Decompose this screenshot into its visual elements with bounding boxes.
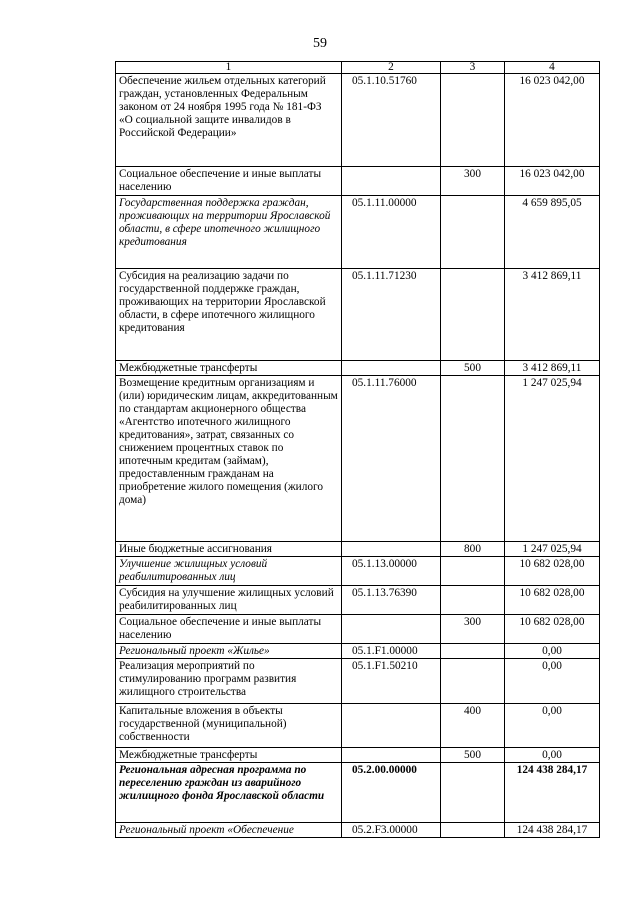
table-row [116, 557, 600, 586]
row-name-cell: Региональный проект «Жилье» [116, 644, 342, 659]
row-name-cell: Межбюджетные трансферты [116, 748, 342, 763]
row-type-cell: 800 [441, 542, 505, 557]
row-type-cell [441, 586, 505, 615]
row-name-cell: Субсидия на реализацию задачи по государственной поддержке граждан, проживающих на территории Ярославской области, в сфере ипотечного жилищного кредитования [116, 269, 342, 361]
row-amount-cell: 1 247 025,94 [505, 376, 600, 542]
page-number: 59 [313, 36, 327, 51]
row-amount-cell: 0,00 [505, 644, 600, 659]
row-name-cell: Региональная адресная программа по переселению граждан из аварийного жилищного фонда Ярославской области [116, 763, 342, 823]
row-code-cell: 05.1.11.00000 [342, 196, 441, 269]
row-amount-cell: 3 412 869,11 [505, 269, 600, 361]
row-name-cell: Иные бюджетные ассигнования [116, 542, 342, 557]
row-code-cell: 05.1.13.00000 [342, 557, 441, 586]
table-row [116, 196, 600, 269]
table-row [116, 704, 600, 748]
row-amount-cell: 0,00 [505, 748, 600, 763]
header-cell-4: 4 [505, 62, 600, 74]
table-row [116, 615, 600, 644]
row-type-cell [441, 644, 505, 659]
row-amount-cell: 1 247 025,94 [505, 542, 600, 557]
row-code-cell [342, 542, 441, 557]
row-type-cell: 500 [441, 748, 505, 763]
row-type-cell [441, 74, 505, 167]
row-name-cell: Возмещение кредитным организациям и (или) юридическим лицам, аккредитованным по стандартам акционерного общества «Агентство ипотечного жилищного кредитования», затрат, связанных со снижением процентных ставок по ипотечным кредитам (займам), предоставленным гражданам на приобретение жилого помещения (жилого дома) [116, 376, 342, 542]
row-code-cell [342, 361, 441, 376]
budget-table [115, 61, 600, 838]
row-amount-cell: 10 682 028,00 [505, 615, 600, 644]
row-code-cell [342, 748, 441, 763]
row-amount-cell: 0,00 [505, 704, 600, 748]
row-type-cell [441, 196, 505, 269]
table-row [116, 644, 600, 659]
row-name-cell: Реализация мероприятий по стимулированию программ развития жилищного строительства [116, 659, 342, 704]
row-amount-cell: 0,00 [505, 659, 600, 704]
row-code-cell: 05.2.F3.00000 [342, 823, 441, 838]
row-code-cell: 05.1.10.51760 [342, 74, 441, 167]
header-row [116, 62, 600, 74]
row-code-cell: 05.2.00.00000 [342, 763, 441, 823]
row-code-cell: 05.1.13.76390 [342, 586, 441, 615]
row-type-cell: 300 [441, 167, 505, 196]
row-type-cell [441, 659, 505, 704]
row-name-cell: Улучшение жилищных условий реабилитированных лиц [116, 557, 342, 586]
row-amount-cell: 10 682 028,00 [505, 586, 600, 615]
row-name-cell: Региональный проект «Обеспечение [116, 823, 342, 838]
table-row [116, 376, 600, 542]
row-amount-cell: 16 023 042,00 [505, 74, 600, 167]
row-name-cell: Государственная поддержка граждан, проживающих на территории Ярославской области, в сфере ипотечного жилищного кредитования [116, 196, 342, 269]
row-amount-cell: 10 682 028,00 [505, 557, 600, 586]
table-row [116, 74, 600, 167]
table-row [116, 659, 600, 704]
row-code-cell: 05.1.11.71230 [342, 269, 441, 361]
table-row [116, 586, 600, 615]
row-name-cell: Субсидия на улучшение жилищных условий реабилитированных лиц [116, 586, 342, 615]
header-cell-2: 2 [342, 62, 441, 74]
row-amount-cell: 16 023 042,00 [505, 167, 600, 196]
row-name-cell: Социальное обеспечение и иные выплаты населению [116, 167, 342, 196]
table-row [116, 823, 600, 838]
row-code-cell [342, 167, 441, 196]
header-cell-3: 3 [441, 62, 505, 74]
row-code-cell: 05.1.F1.00000 [342, 644, 441, 659]
header-cell-1: 1 [116, 62, 342, 74]
row-name-cell: Социальное обеспечение и иные выплаты населению [116, 615, 342, 644]
row-code-cell: 05.1.F1.50210 [342, 659, 441, 704]
row-type-cell: 300 [441, 615, 505, 644]
table-row [116, 269, 600, 361]
row-name-cell: Обеспечение жильем отдельных категорий граждан, установленных Федеральным законом от 24 ноября 1995 года № 181-ФЗ «О социальной защите инвалидов в Российской Федерации» [116, 74, 342, 167]
row-amount-cell: 124 438 284,17 [505, 823, 600, 838]
row-type-cell: 400 [441, 704, 505, 748]
table-row [116, 542, 600, 557]
row-amount-cell: 124 438 284,17 [505, 763, 600, 823]
table-row [116, 361, 600, 376]
row-code-cell [342, 704, 441, 748]
row-name-cell: Межбюджетные трансферты [116, 361, 342, 376]
table-row [116, 763, 600, 823]
row-type-cell [441, 823, 505, 838]
row-amount-cell: 4 659 895,05 [505, 196, 600, 269]
table-row [116, 167, 600, 196]
table-row [116, 748, 600, 763]
row-code-cell: 05.1.11.76000 [342, 376, 441, 542]
row-amount-cell: 3 412 869,11 [505, 361, 600, 376]
row-name-cell: Капитальные вложения в объекты государственной (муниципальной) собственности [116, 704, 342, 748]
row-type-cell: 500 [441, 361, 505, 376]
row-code-cell [342, 615, 441, 644]
row-type-cell [441, 376, 505, 542]
row-type-cell [441, 763, 505, 823]
row-type-cell [441, 557, 505, 586]
row-type-cell [441, 269, 505, 361]
